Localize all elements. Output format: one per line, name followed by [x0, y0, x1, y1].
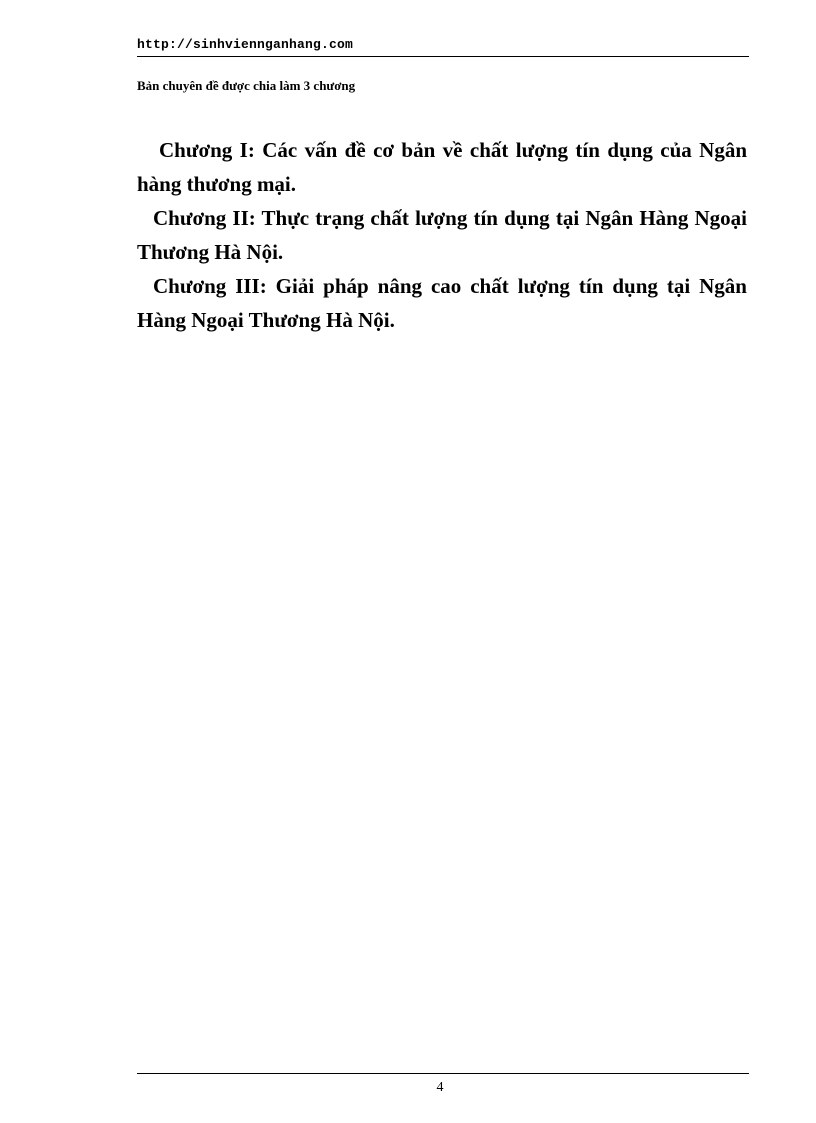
chapter-2-text: Chương II: Thực trạng chất lượng tín dụng tại Ngân Hàng Ngoại Thương Hà Nội.: [137, 206, 747, 264]
header-url: http://sinhviennganhang.com: [137, 37, 354, 52]
header-divider: [137, 56, 749, 57]
chapter-list: [137, 133, 747, 337]
footer-divider: [137, 1073, 749, 1074]
chapter-3-text: Chương III: Giải pháp nâng cao chất lượng tín dụng tại Ngân Hàng Ngoại Thương Hà Nội.: [137, 274, 747, 332]
chapter-1-text: Chương I: Các vấn đề cơ bản về chất lượng tín dụng của Ngân hàng thương mại.: [137, 138, 747, 196]
page-number: 4: [436, 1080, 444, 1095]
intro-text: Bản chuyên đề được chia làm 3 chương: [137, 78, 356, 93]
